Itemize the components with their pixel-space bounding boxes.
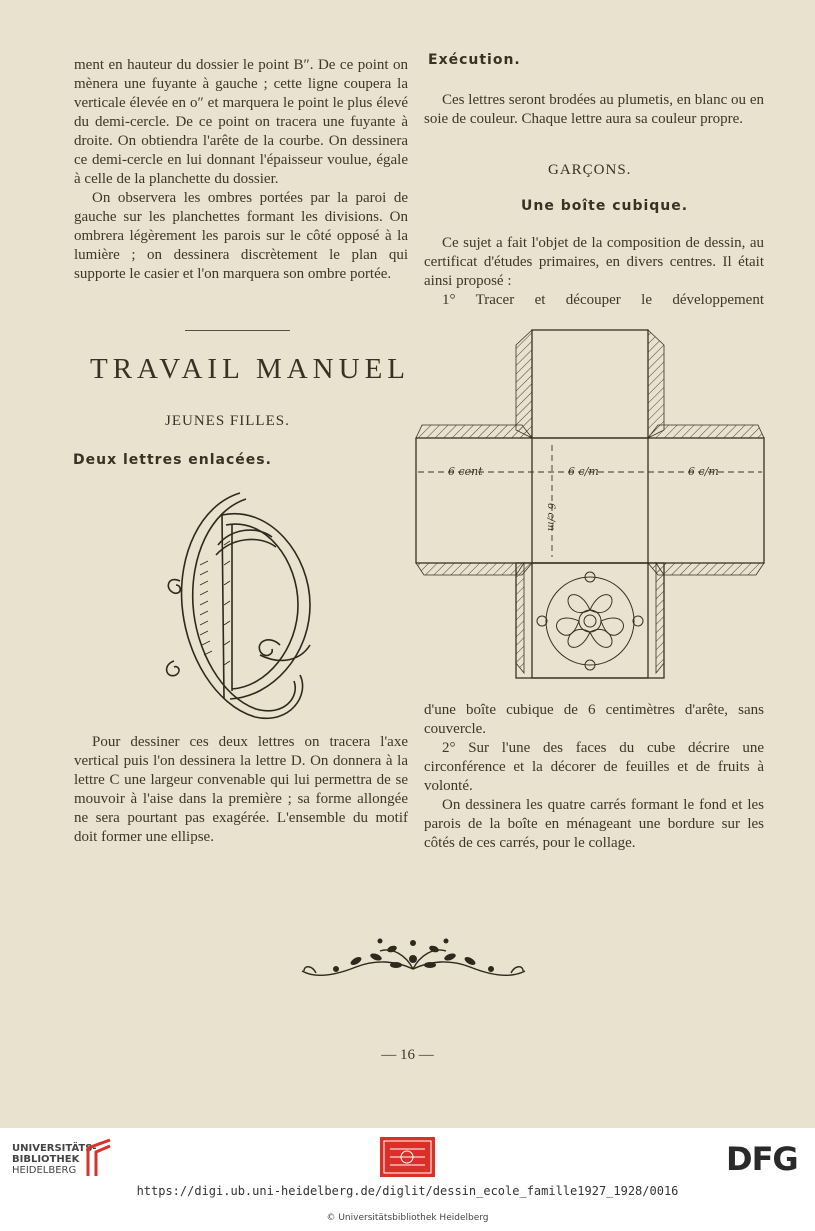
left-column-bottom-text: [74, 733, 408, 847]
left-column-top-text: [74, 56, 408, 284]
paragraph: On dessinera les quatre carrés formant le fond et les parois de la boîte en ménageant une bordure sur les côtés de ces carrés, pour le collage.: [424, 797, 764, 851]
section-heading: Deux lettres enlacées.: [73, 452, 272, 468]
library-line: UNIVERSITÄTS-: [12, 1143, 97, 1154]
fleuron-ornament: [296, 935, 531, 987]
execution-heading: Exécution.: [428, 52, 521, 68]
dfg-logo: DFG: [726, 1140, 798, 1178]
paragraph: On observera les ombres portées par la paroi de gauche sur les planchettes formant les divisions. On ombrera légèrement les parois sur le côté opposé à la lumière ; on dessinera discrètement le plan qui supporte le casier et l'on marquera son ombre portée.: [74, 190, 408, 282]
dimension-label: 6 c/m: [568, 465, 599, 478]
project-logo-icon: [380, 1137, 435, 1177]
cube-net-diagram: [412, 325, 768, 685]
dimension-label: 6 c/m: [688, 465, 719, 478]
paragraph: Ces lettres seront brodées au plumetis, en blanc ou en soie de couleur. Chaque lettre aura sa couleur propre.: [424, 92, 764, 127]
boite-intro-text: [424, 234, 764, 310]
paragraph: d'une boîte cubique de 6 centimètres d'arête, sans couvercle.: [424, 702, 764, 737]
monogram-illustration: [160, 485, 320, 725]
execution-text-block: [424, 91, 764, 129]
paragraph: Pour dessiner ces deux lettres on tracera l'axe vertical puis l'on dessinera la lettre D. On donnera à la lettre C une largeur convenable qui lui permettra de se mouvoir à l'aise dans la première ; sa forme allongée ne sera pourtant pas exagérée. L'ensemble du motif doit former une ellipse.: [74, 734, 408, 845]
right-column-bottom-text: [424, 701, 764, 853]
source-url-link[interactable]: https://digi.ub.uni-heidelberg.de/diglit/dessin_ecole_famille1927_1928/0016: [136, 1184, 679, 1198]
garcons-subtitle: GARÇONS.: [548, 162, 632, 178]
section-subtitle: JEUNES FILLES.: [165, 413, 290, 429]
paragraph: Ce sujet a fait l'objet de la composition de dessin, au certificat d'études primaires, en divers centres. Il était ainsi proposé :: [424, 235, 764, 289]
dimension-label-vertical: 6 c/m: [545, 503, 556, 531]
paragraph: ment en hauteur du dossier le point B″. De ce point on mènera une fuyante à gauche ; cette ligne coupera la verticale élevée en o″ et marquera le point le plus élevé du demi-cercle. De ce point on tracera une fuyante à droite. On obtiendra l'arête de la courbe. On dessinera ce demi-cercle en lui donnant l'épaisseur voulue, égale à celle de la planchette du dossier.: [74, 57, 408, 187]
dimension-label: 6 cent: [448, 465, 483, 478]
page-number: — 16 —: [381, 1047, 434, 1063]
monogram-letters: D C: [160, 485, 162, 486]
decorated-face: [537, 572, 643, 670]
copyright-notice: © Universitätsbibliothek Heidelberg: [326, 1213, 489, 1223]
library-line: BIBLIOTHEK: [12, 1154, 80, 1165]
library-logo-icon: [84, 1136, 114, 1178]
boite-heading: Une boîte cubique.: [521, 198, 689, 214]
library-line: HEIDELBERG: [12, 1165, 77, 1176]
paragraph: 1° Tracer et découper le développement: [442, 292, 764, 308]
paragraph: 2° Sur l'une des faces du cube décrire une circonférence et la décorer de feuilles et de fruits à volonté.: [424, 740, 764, 794]
separator-rule: [185, 330, 290, 331]
section-title: TRAVAIL MANUEL: [90, 353, 410, 385]
